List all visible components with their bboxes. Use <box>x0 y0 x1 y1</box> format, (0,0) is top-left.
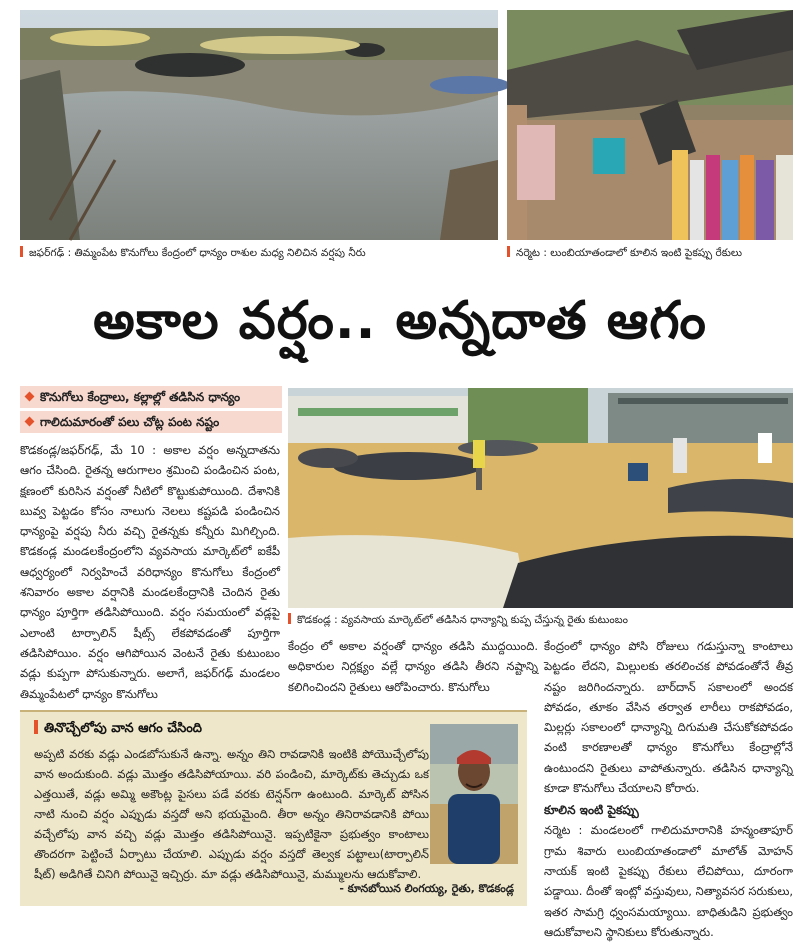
subheadlines <box>20 386 282 436</box>
quote-box-title <box>34 720 202 739</box>
caption-text: జఫర్‌గఢ్ : తిమ్మంపేట కొనుగోలు కేంద్రంలో ధాన్యం రాశుల మధ్య నిలిచిన వర్షపు నీరు <box>29 247 366 259</box>
article-paragraph: కేంద్రంలో ధాన్యం పోసి రోజులు గడుస్తున్నా కాంటాలు పెట్టడం లేదని, మిల్లులకు తరలించక పోవడంతోనే తీవ్ర నష్టం జరిగిందన్నారు. బార్‌దాన్ సకాలంలో అందక పోవడం, తూకం వేసిన తర్వాత లారీలు రాకపోవడం, మిల్లర్లు సకాలంలో ధాన్యాన్ని దిగుమతి చేసుకోకపోవడం వంటి కారణాలతో ధాన్యం కొనుగోలు కేంద్రాల్లోనే ఉంటుందని రైతులు వాపోతున్నారు. తడిసిన ధాన్యాన్ని కూడా కొనుగోలు చేయాలని కోరారు. <box>544 639 793 796</box>
quote-box-body: అప్పటి వరకు వడ్లు ఎండబోసుకునే ఉన్నా. అన్నం తిని రావడానికి ఇంటికి పోయొచ్చేలోపు వాన అందుకుంది. వడ్లు మొత్తం తడిసిపోయాయి. వరి పండించి, మార్కెట్‌కు తెచ్చుడు ఒక ఎత్తయితే, వడ్లు అమ్మి అకౌంట్ల పైసలు పడే వరకు టెన్షన్‌గా ఉంటుంది. మార్కెట్ పోసిన నాటి నుంచి వర్షం ఎప్పుడు వస్తదో అని భయమైంది. తీరా అన్నం తినిరావడానికి పోయి వచ్చేలోపు వాన వచ్చి వడ్లు మొత్తం తడిసిపోయినై. ఇప్పటికైనా ప్రభుత్వం కాంటాలు తొందరగా పెట్టించే ఏర్పాటు చేయాలి. ఎప్పుడు వర్షం వస్తదో తెల్వక పట్టాలు(టార్పాలిన్ షీట్) అడిగితే చినిగి పోయినై ఇచ్చిర్రు. మా వడ్లు తడిసిపోయినై, మమ్ములను ఆదుకోవాలి. <box>34 747 429 881</box>
article-paragraph: కేంద్రం లో అకాల వర్షంతో ధాన్యం తడిసి ముద్దయింది. అధికారుల నిర్లక్ష్యం వల్లే ధాన్యం తడిసి తీరని నష్టాన్ని కలిగించిందని రైతులు ఆరోపించారు. కొనుగోలు <box>288 639 538 694</box>
caption-marker <box>288 613 291 624</box>
article-column-2 <box>288 636 538 704</box>
article-paragraph: నర్మెట : మండలంలో గాలిదుమారానికి హన్మంతాపూర్ గ్రామ శివారు లుంబియాతండాలో మాలోత్ మోహన్ నాయక్ ఇంటి పైకప్పు రేకులు లేచిపోయి, దూరంగా పడ్డాయి. దీంతో ఇంట్లో వస్తువులు, నిత్యావసర సరుకులు, ఇతర సామగ్రి ధ్వంసమయ్యాయి. బాధితుడిని ప్రభుత్వం ఆదుకోవాలని స్థానికులు కోరుతున్నారు. <box>544 823 793 939</box>
subheadline-text: గాలిదుమారంతో పలు చోట్ల పంట నష్టం <box>40 415 220 429</box>
headline: అకాల వర్షం.. అన్నదాత ఆగం <box>93 291 707 351</box>
farmer-quote-box <box>20 710 527 906</box>
subheadline-text: కొనుగోలు కేంద్రాలు, కల్లాల్లో తడిసిన ధాన్యం <box>40 390 241 404</box>
section-title-roof: కూలిన ఇంటి పైకప్పు <box>544 803 639 818</box>
quote-signature: - కూనబోయిన లింగయ్య, రైతు, కొడకండ్ల <box>339 882 514 895</box>
article-column-3 <box>544 636 793 939</box>
caption-text: నర్మెట : లుంబియాతండాలో కూలిన ఇంటి పైకప్పు రేకులు <box>516 247 742 259</box>
photo-caption-waterlogged-yard <box>20 246 498 260</box>
quote-box-title-text: తినొచ్చేలోపు వాన ఆగం చేసింది <box>44 721 202 736</box>
farmer-portrait-photo <box>430 724 518 864</box>
photo-caption-market-yard <box>288 613 793 627</box>
subheadline-item <box>20 411 282 433</box>
photo-collapsed-roof <box>507 10 793 240</box>
photo-market-yard <box>288 388 793 608</box>
caption-marker <box>20 246 23 257</box>
caption-text: కొడకండ్ల : వ్యవసాయ మార్కెట్‌లో తడిసిన ధాన్యాన్ని కుప్ప చేస్తున్న రైతు కుటుంబం <box>297 614 628 626</box>
article-column-1 <box>20 440 280 705</box>
photo-caption-collapsed-roof <box>507 246 793 260</box>
subheadline-item <box>20 386 282 408</box>
bullet-diamond-icon <box>25 392 35 402</box>
caption-marker <box>507 246 510 257</box>
article-paragraph: కొడకండ్ల/జఫర్‌గఢ్, మే 10 : అకాల వర్షం అన్నదాతను ఆగం చేసింది. రైతన్న ఆరుగాలం శ్రమించి పండించిన పంట, క్షణంలో కురిసిన వర్షంతో నీటిలో కొట్టుకుపోయింది. దేశానికి బువ్వ పెట్టడం కోసం నాలుగు నెలలు కష్టపడి పండించిన ధాన్యంపై వర్షపు నీరు వచ్చి రైతన్నకు కన్నీరు మిగిల్చింది. కొడకండ్ల మండలకేంద్రంలోని వ్యవసాయ మార్కెట్‌లో ఐకేపీ ఆధ్వర్యంలో నిర్వహించే వరిధాన్యం కొనుగోలు కేంద్రంలో శనివారం అకాల వర్షానికి మండలకేంద్రానికి చెందిన రైతు ధాన్యం పూర్తిగా తడిసిపోయింది. వర్షం సమయంలో వడ్లపై ఎలాంటి టార్పాలిన్ షీట్స్ లేకపోవడంతో పూర్తిగా తడిసిపోయిం. వర్షం ఆగిపోయిన వెంటనే రైతు కుటుంబం వడ్లు కుప్పగా పోసుకున్నారు. అలాగే, జఫర్‌గఢ్ మండలం తిమ్మంపేటలో ధాన్యం కొనుగోలు <box>20 443 280 701</box>
title-marker <box>34 720 38 734</box>
bullet-diamond-icon <box>25 417 35 427</box>
photo-waterlogged-yard <box>20 10 498 240</box>
